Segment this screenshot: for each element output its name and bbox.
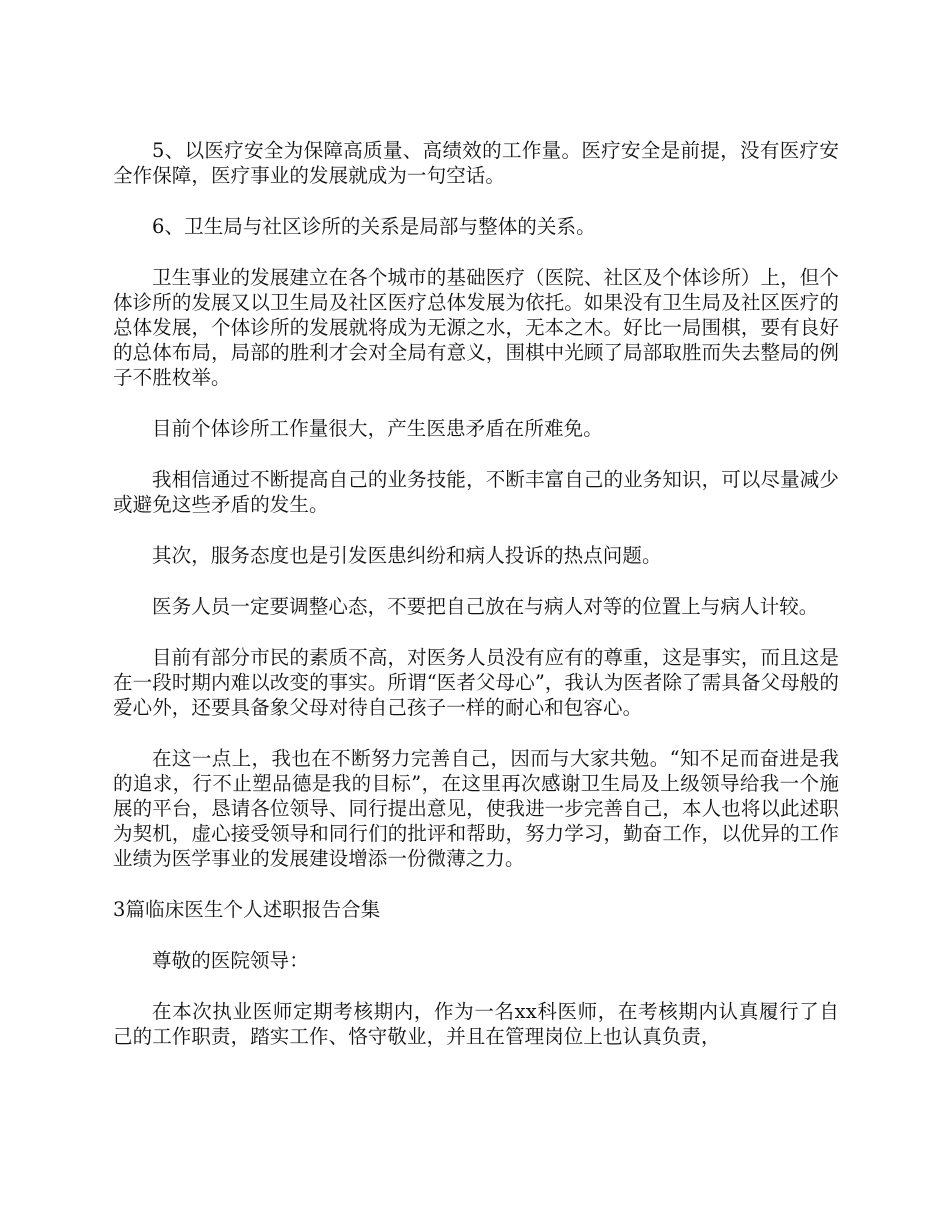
paragraph-citizen-quality: 目前有部分市民的素质不高，对医务人员没有应有的尊重，这是事实，而且这是在一段时期内难以改变的事实。所谓“医者父母心”，我认为医者除了需具备父母般的爱心外，还要具备象父母对待自己孩子一样的耐心和包容心。 bbox=[113, 646, 839, 719]
paragraph-clinic-workload: 目前个体诊所工作量很大，产生医患矛盾在所难免。 bbox=[152, 417, 603, 440]
paragraph-improve-skills: 我相信通过不断提高自己的业务技能，不断丰富自己的业务知识，可以尽量减少或避免这些矛盾的发生。 bbox=[113, 468, 839, 516]
section-title: 3篇临床医生个人述职报告合集 bbox=[113, 898, 381, 921]
paragraph-assessment-period: 在本次执业医师定期考核期内，作为一名xx科医师，在考核期内认真履行了自己的工作职责，踏实工作、恪守敬业，并且在管理岗位上也认真负责， bbox=[113, 1000, 839, 1048]
paragraph-adjust-mindset: 医务人员一定要调整心态，不要把自己放在与病人对等的位置上与病人计较。 bbox=[152, 595, 819, 618]
paragraph-self-improvement: 在这一点上，我也在不断努力完善自己，因而与大家共勉。“知不足而奋进是我的追求，行不止塑品德是我的目标”，在这里再次感谢卫生局及上级领导给我一个施展的平台，恳请各位领导、同行提出意见，使我进一步完善自己，本人也将以此述职为契机，虚心接受领导和同行们的批评和帮助，努力学习，勤奋工作，以优异的工作业绩为医学事业的发展建设增添一份微薄之力。 bbox=[113, 747, 839, 870]
salutation: 尊敬的医院领导： bbox=[152, 949, 309, 972]
paragraph-health-bureau-relation: 6、卫生局与社区诊所的关系是局部与整体的关系。 bbox=[152, 215, 596, 238]
document-page bbox=[113, 138, 839, 1075]
paragraph-service-attitude: 其次，服务态度也是引发医患纠纷和病人投诉的热点问题。 bbox=[152, 544, 662, 567]
paragraph-medical-safety: 5、以医疗安全为保障高质量、高绩效的工作量。医疗安全是前提，没有医疗安全作保障，医疗事业的发展就成为一句空话。 bbox=[113, 139, 839, 187]
paragraph-health-development: 卫生事业的发展建立在各个城市的基础医疗（医院、社区及个体诊所）上，但个体诊所的发展又以卫生局及社区医疗总体发展为依托。如果没有卫生局及社区医疗的总体发展，个体诊所的发展就将成为无源之水，无本之木。好比一局围棋，要有良好的总体布局，局部的胜利才会对全局有意义，围棋中光顾了局部取胜而失去整局的例子不胜枚举。 bbox=[113, 266, 839, 389]
